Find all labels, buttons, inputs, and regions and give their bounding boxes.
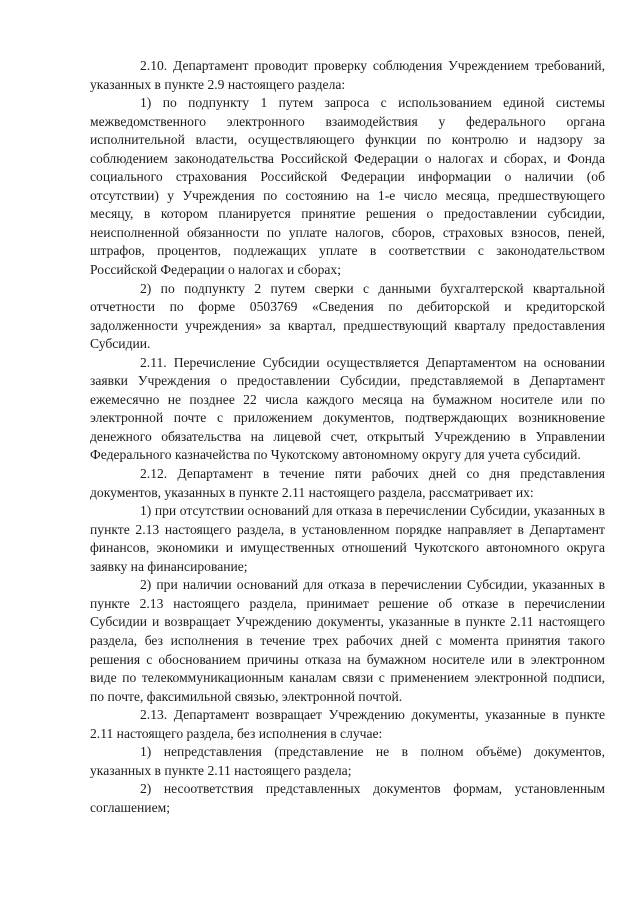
paragraph-2-13: 2.13. Департамент возвращает Учреждению документы, указанные в пункте 2.11 настоящего раздела, без исполнения в случае: bbox=[90, 707, 605, 741]
document-page bbox=[90, 57, 605, 817]
paragraph-2-13-item-1: 1) непредставления (представление не в полном объёме) документов, указанных в пункте 2.11 настоящего раздела; bbox=[90, 744, 605, 778]
paragraph-2-12-item-2: 2) при наличии оснований для отказа в перечислении Субсидии, указанных в пункте 2.13 настоящего раздела, принимает решение об отказе в перечислении Субсидии и возвращает Учреждению документы, указанные в пункте 2.11 настоящего раздела, без исполнения в течение трех рабочих дней с момента принятия такого решения с обоснованием причины отказа на бумажном носителе или в электронном виде по телекоммуникационным каналам связи с применением электронной подписи, по почте, факсимильной связью, электронной почтой. bbox=[90, 577, 605, 704]
paragraph-2-11: 2.11. Перечисление Субсидии осуществляется Департаментом на основании заявки Учреждения о предоставлении Субсидии, представляемой в Департамент ежемесячно не позднее 22 числа каждого месяца на бумажном носителе или по электронной почте с приложением документов, подтверждающих возникновение денежного обязательства на лицевой счет, открытый Учреждению в Управлении Федерального казначейства по Чукотскому автономному округу для учета субсидий. bbox=[90, 354, 605, 463]
paragraph-2-10: 2.10. Департамент проводит проверку соблюдения Учреждением требований, указанных в пункте 2.9 настоящего раздела: bbox=[90, 58, 605, 92]
paragraph-2-13-item-2: 2) несоответствия представленных документов формам, установленным соглашением; bbox=[90, 781, 605, 815]
paragraph-2-12-item-1: 1) при отсутствии оснований для отказа в перечислении Субсидии, указанных в пункте 2.13 настоящего раздела, в установленном порядке направляет в Департамент финансов, экономики и имущественных отношений Чукотского автономного округа заявку на финансирование; bbox=[90, 503, 605, 574]
paragraph-2-10-item-1: 1) по подпункту 1 путем запроса с использованием единой системы межведомственного электронного взаимодействия у федерального органа исполнительной власти, осуществляющего функции по контролю и надзору за соблюдением законодательства Российской Федерации о налогах и сборах, и Фонда социального страхования Российской Федерации информации о наличии (об отсутствии) у Учреждения по состоянию на 1-е число месяца, предшествующего месяцу, в котором планируется принятие решения о предоставлении субсидии, неисполненной обязанности по уплате налогов, сборов, страховых взносов, пеней, штрафов, процентов, подлежащих уплате в соответствии с законодательством Российской Федерации о налогах и сборах; bbox=[90, 95, 605, 278]
paragraph-2-10-item-2: 2) по подпункту 2 путем сверки с данными бухгалтерской квартальной отчетности по форме 0503769 «Сведения по дебиторской и кредиторской задолженности учреждения» за квартал, предшествующий кварталу предоставления Субсидии. bbox=[90, 280, 605, 352]
paragraph-2-12: 2.12. Департамент в течение пяти рабочих дней со дня представления документов, указанных в пункте 2.11 настоящего раздела, рассматривает их: bbox=[90, 466, 605, 500]
